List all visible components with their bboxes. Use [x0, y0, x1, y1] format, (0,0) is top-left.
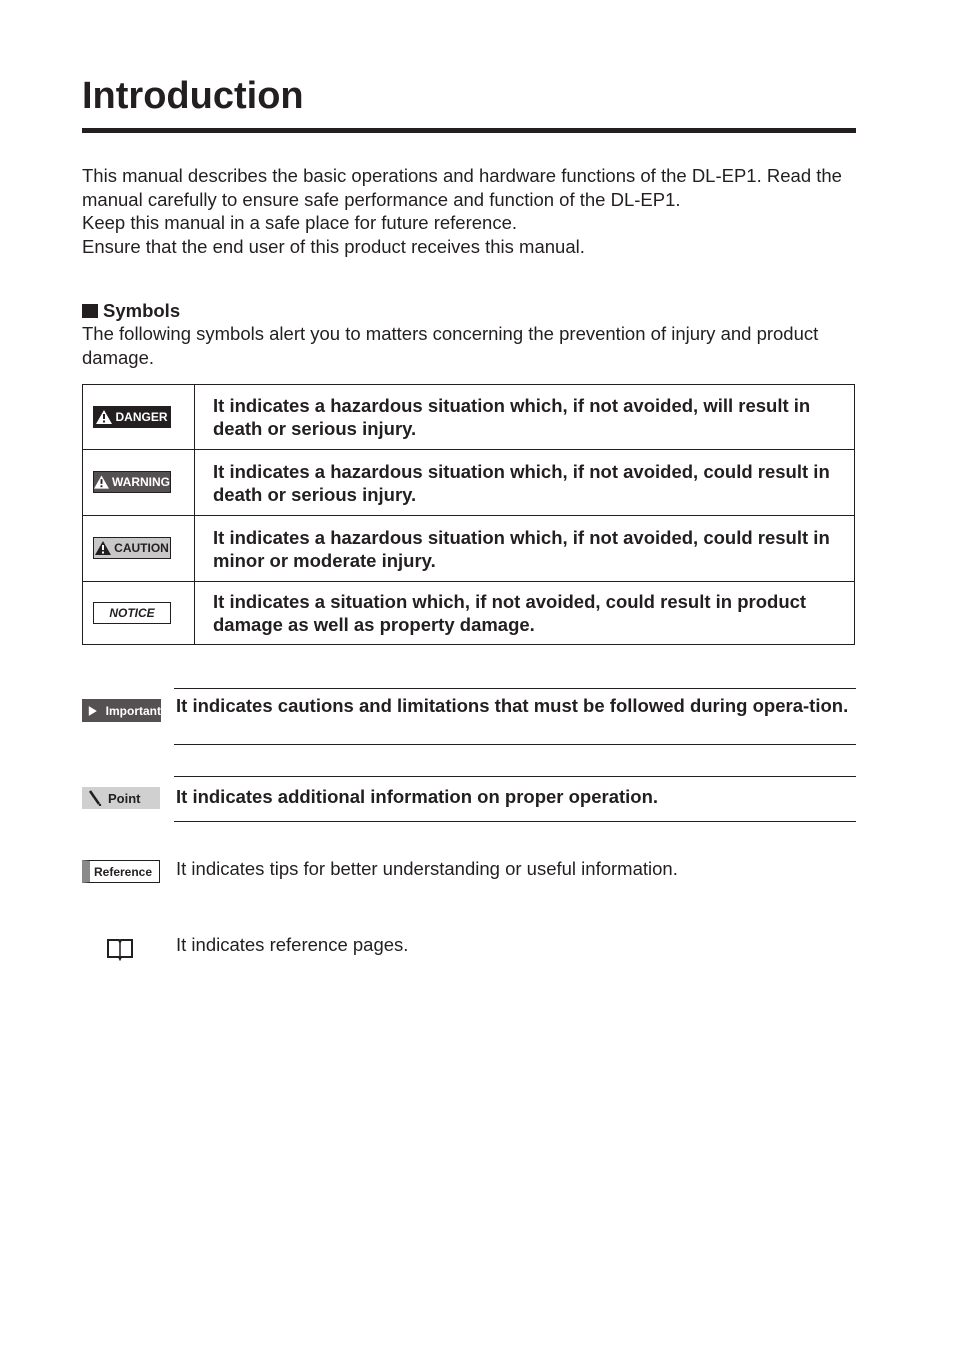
- notice-description: It indicates a situation which, if not avoided, could result in product damage as well as property damage.: [195, 582, 855, 645]
- intro-text: [82, 164, 862, 258]
- intro-paragraph: Ensure that the end user of this product receives this manual.: [82, 235, 585, 257]
- play-arrow-icon: [88, 705, 98, 717]
- divider: [174, 821, 856, 822]
- point-text: It indicates additional information on proper operation.: [176, 786, 659, 807]
- reference-text: It indicates tips for better understanding or useful information.: [176, 858, 678, 879]
- point-note: [82, 776, 856, 823]
- divider: [174, 776, 856, 777]
- reference-badge-label: Reference: [94, 864, 153, 879]
- square-bullet-icon: [82, 304, 98, 318]
- table-row: [83, 582, 855, 645]
- danger-badge-label: DANGER: [115, 409, 168, 424]
- notice-cell: [83, 582, 195, 645]
- warning-triangle-icon: [96, 410, 112, 424]
- important-badge-label: Important: [105, 703, 161, 718]
- symbols-heading: [82, 300, 180, 322]
- divider: [174, 744, 856, 745]
- page-title: Introduction: [82, 75, 304, 117]
- notice-badge: [93, 602, 171, 624]
- danger-badge: [93, 406, 171, 428]
- book-icon: [106, 937, 134, 961]
- table-row: [83, 516, 855, 582]
- symbols-table: [82, 384, 855, 645]
- important-badge: [82, 699, 161, 722]
- warning-triangle-icon: [95, 541, 111, 555]
- intro-paragraph: This manual describes the basic operations and hardware functions of the DL-EP1. Read the manual carefully to ensure safe performance and function of the DL-EP1.: [82, 165, 842, 210]
- warning-cell: [83, 450, 195, 516]
- table-row: [83, 385, 855, 450]
- warning-triangle-icon: [94, 475, 109, 489]
- warning-description: It indicates a hazardous situation which, if not avoided, could result in death or serious injury.: [195, 450, 855, 516]
- reference-pages-note: [82, 934, 856, 964]
- notice-badge-label: NOTICE: [109, 606, 155, 620]
- important-note: [82, 688, 856, 746]
- danger-cell: [83, 385, 195, 450]
- caution-badge: [93, 537, 171, 559]
- caution-description: It indicates a hazardous situation which, if not avoided, could result in minor or moderate injury.: [195, 516, 855, 582]
- warning-badge-label: WARNING: [112, 475, 170, 489]
- table-row: [83, 450, 855, 516]
- symbols-description: The following symbols alert you to matters concerning the prevention of injury and product damage.: [82, 323, 819, 368]
- danger-description: It indicates a hazardous situation which, if not avoided, will result in death or serious injury.: [195, 385, 855, 450]
- warning-badge: [93, 471, 171, 493]
- symbols-heading-label: Symbols: [103, 300, 181, 321]
- reference-pages-text: It indicates reference pages.: [176, 934, 409, 955]
- caution-cell: [83, 516, 195, 582]
- title-rule: [82, 128, 856, 133]
- point-badge-label: Point: [108, 790, 141, 806]
- important-text: It indicates cautions and limitations that must be followed during opera-tion.: [176, 695, 849, 716]
- caution-badge-label: CAUTION: [114, 541, 169, 555]
- reference-note: [82, 858, 856, 888]
- pencil-icon: [88, 790, 102, 806]
- divider: [174, 688, 856, 689]
- intro-paragraph: Keep this manual in a safe place for future reference.: [82, 212, 518, 233]
- reference-badge: [82, 860, 160, 883]
- point-badge: [82, 787, 160, 809]
